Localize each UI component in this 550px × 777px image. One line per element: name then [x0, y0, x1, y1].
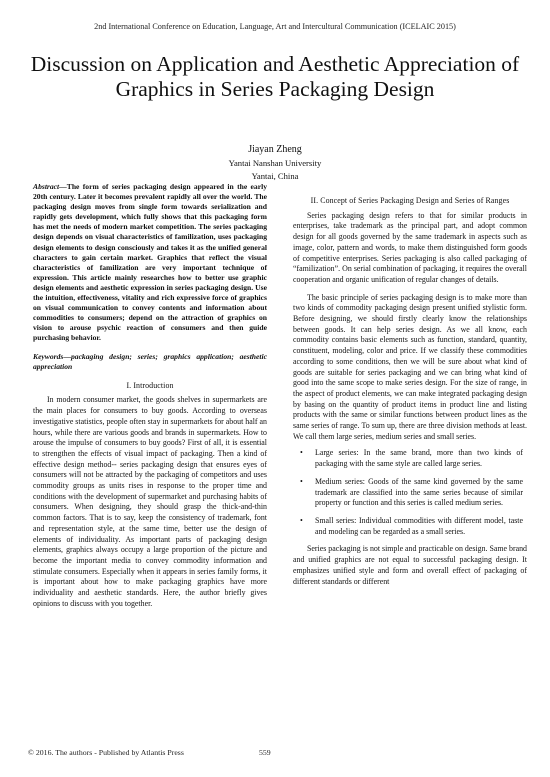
list-item-text: Medium series: Goods of the same kind governed by the same trademark are classified into the same series because of similar property or function and this series is called medium series. [315, 476, 523, 508]
concept-paragraph-1: Series packaging design refers to that for similar products in enterprises, take trademark as the principal part, and adopt common design for all goods governed by the same trademark in aspects such as image, color, pattern and words, to make them distinguished form goods of competitive enterprises. Series packaging is also called packaging of “familization”. On serial combination of packaging, it requires the overall cooperation and organic unification of regular changes of details. [293, 210, 527, 284]
bullet-icon: • [300, 476, 303, 486]
author-name: Jiayan Zheng [248, 144, 302, 155]
series-list [293, 448, 527, 537]
section-heading-introduction: I. Introduction [126, 380, 174, 390]
author-affiliation: Yantai Nanshan University [228, 158, 322, 168]
list-item-text: Small series: Individual commodities with different model, taste and modeling can be regarded as a small series. [315, 515, 523, 536]
keywords: Keywords—packaging design; series; graphics application; aesthetic appreciation [33, 351, 267, 371]
page-number: 559 [259, 748, 271, 757]
copyright-notice: © 2016. The authors - Published by Atlantis Press [28, 748, 184, 757]
concept-paragraph-3: Series packaging is not simple and practicable on design. Same brand and unified graphics are not equal to successful packaging design. It emphasizes unified style and form and overall effect of packaging of different standards or different [293, 544, 527, 586]
list-item [293, 477, 527, 509]
left-column [33, 182, 267, 609]
concept-paragraph-2: The basic principle of series packaging design is to make more than two kinds of commodity packaging design present unified stylistic form. Before designing, we should firstly clearly know the relationships between goods. It can help series design. As we all know, each commodity contains basic elements such as function, standard, quantity, constituent, modeling, color and price. If we classify these commodities according to some conditions, then we will be sure about what kind of goods are suitable for series packaging and we can bring what kind of good into the same scope to make series design. For the size of range, in the aspect of product elements, we can make integrated packaging design by basing on the quantity of product items in product line and listing products with the same or similar functions between product lines as the same series of range. To sum up, there are three division methods at least. We call them large series, medium series and small series. [293, 292, 527, 441]
conference-header: 2nd International Conference on Education, Language, Art and Intercultural Communication (ICELAIC 2015) [94, 22, 456, 31]
paper-title: Discussion on Application and Aesthetic Appreciation of Graphics in Series Packaging Design [30, 52, 520, 101]
abstract-lead: Abstract [33, 182, 60, 191]
bullet-icon: • [300, 515, 303, 525]
author-block [0, 143, 550, 183]
abstract-text: —The form of series packaging design appeared in the early 20th century. Later it becomes prevalent rapidly all over the world. The packaging design moves from single form towards serialization and rapidly gets development, which fully shows that this packaging form has met the needs of modern market competition. The series packaging design depends on visual characteristics of familization, uses packaging design elements to design consciously and takes it as the unified general characters to gain certain market. Graphics that reflect the visual characteristics of familization are very important technique of expression. This article mainly researches how to better use graphic design elements and aesthetic expression in series packaging design. Use the intuition, effectiveness, vitality and rich expressive force of graphics on visual communication to convey contents and information about commodities to consumers; depend on the attraction of graphics on vision to arouse psychic reaction of consumers and then guide purchasing behavior. [33, 182, 267, 343]
list-item [293, 448, 527, 469]
section-heading-concept: II. Concept of Series Packaging Design and Series of Ranges [310, 196, 510, 205]
list-item [293, 516, 527, 537]
bullet-icon: • [300, 448, 303, 458]
introduction-paragraph: In modern consumer market, the goods shelves in supermarkets are the main places for consumers to buy goods. According to overseas investigative statistics, people often stay in supermarkets for about half an hours, while there are various goods and brands in supermarkets. How to arouse the impulse of consumers to buy goods? First of all, it is essential to strengthen the effects of visual impact of packaging. Then a kind of effective design method-- series packaging design that ensures eyes of consumers will not be attracted by the packaging of competitors and uses commodity groups as units rises in response to the proper time and conditions with the development of supermarket and purchasing habits of consumers. When designing, they should grasp the thick-and-thin common factors. That is to say, keep the consistency of trademark, font and representation style, at the same time, better use the design of elements of individuality. As important parts of packaging design elements, graphics always occupy a large proportion of the picture and become the important media to convey commodity information and stimulate consumers. Especially when it appears in series family forms, it is important about how to make packaging graphics have more individuality and aesthetic standards. Here, the author briefly gives opinions to discuss with you together. [33, 395, 267, 608]
list-item-text: Large series: In the same brand, more than two kinds of packaging with the same style are called large series. [315, 448, 523, 469]
abstract [33, 182, 267, 344]
right-column [293, 182, 527, 587]
author-location: Yantai, China [251, 171, 299, 181]
